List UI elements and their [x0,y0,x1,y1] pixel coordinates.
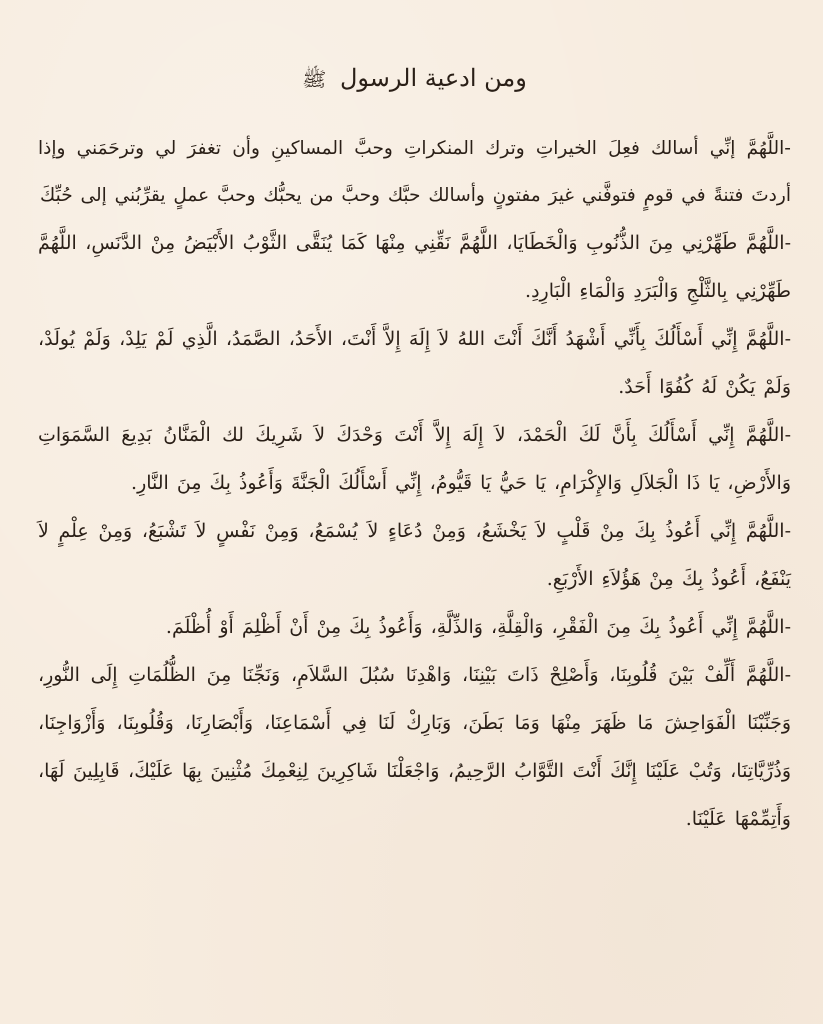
supplication-2: -اللَّهُمَّ طَهِّرْنِي مِنَ الذُّنُوبِ وَالْخَطَايَا، اللَّهُمَّ نَقِّنِي مِنْهَا كَمَا يُنَقَّى الثَّوْبُ الأَبْيَضُ مِنْ الدَّنَسِ، اللَّهُمَّ طَهِّرْنِي بِالثَّلْجِ وَالْبَرَدِ وَالْمَاءِ الْبَارِدِ. [38,232,791,302]
supplication-5: -اللَّهُمَّ إِنِّي أَعُوذُ بِكَ مِنْ قَلْبٍ لاَ يَخْشَعُ، وَمِنْ دُعَاءٍ لاَ يُسْمَعُ، وَمِنْ نَفْسٍ لاَ تَشْبَعُ، وَمِنْ عِلْمٍ لاَ يَنْفَعُ، أَعُوذُ بِكَ مِنْ هَؤُلاَءِ الأَرْبَعِ. [38,520,791,590]
supplication-4: -اللَّهُمَّ إِنِّي أَسْأَلُكَ بِأَنَّ لَكَ الْحَمْدَ، لاَ إِلَهَ إِلاَّ أَنْتَ وَحْدَكَ لاَ شَرِيكَ لك الْمَنَّانُ بَدِيعَ السَّمَوَاتِ وَالأَرْضِ، يَا ذَا الْجَلاَلِ وَالإِكْرَامِ، يَا حَيُّ يَا قَيُّومُ، إِنِّي أَسْأَلُكَ الْجَنَّةَ وَأَعُوذُ بِكَ مِنَ النَّارِ. [38,424,791,494]
supplications-list [38,125,791,843]
supplication-7: -اللَّهُمَّ أَلِّفْ بَيْنَ قُلُوبِنَا، وَأَصْلِحْ ذَاتَ بَيْنِنَا، وَاهْدِنَا سُبُلَ السَّلاَمِ، وَنَجِّنَا مِنَ الظُّلُمَاتِ إِلَى النُّورِ، وَجَنِّبْنَا الْفَوَاحِشَ مَا ظَهَرَ مِنْهَا وَمَا بَطَنَ، وَبَارِكْ لَنَا فِي أَسْمَاعِنَا، وَأَبْصَارِنَا، وَقُلُوبِنَا، وَأَزْوَاجِنَا، وَذُرِّيَّاتِنَا، وَتُبْ عَلَيْنَا إِنَّكَ أَنْتَ التَّوَّابُ الرَّحِيمُ، وَاجْعَلْنَا شَاكِرِينَ لِنِعْمِكَ مُثْنِينَ بِهَا عَلَيْكَ، قَابِلِينَ لَهَا، وَأَتِمِّمْهَا عَلَيْنَا. [38,664,791,830]
supplication-1: -اللَّهُمَّ إنِّي أسالك فعِلَ الخيراتِ وترك المنكراتِ وحبَّ المساكينِ وأن تغفرَ لي وترحَمَني وإذا أردتَ فتنةً في قومٍ فتوفَّني غيرَ مفتونٍ وأسالك حبَّك وحبَّ من يحبُّك وحبَّ عملٍ يقرِّبُني إلى حُبِّكَ [38,138,791,206]
supplication-6: -اللَّهُمَّ إِنِّي أَعُوذُ بِكَ مِنَ الْفَقْرِ، وَالْقِلَّةِ، وَالذِّلَّةِ، وَأَعُوذُ بِكَ مِنْ أَنْ أَظْلِمَ أَوْ أُظْلَمَ. [165,616,791,638]
supplication-3: -اللَّهُمَّ إِنِّي أَسْأَلُكَ بِأَنِّي أَشْهَدُ أَنَّكَ أَنْتَ اللهُ لاَ إِلَهَ إِلاَّ أَنْتَ، الأَحَدُ، الصَّمَدُ، الَّذِي لَمْ يَلِدْ، وَلَمْ يُولَدْ، وَلَمْ يَكُنْ لَهُ كُفُوًا أَحَدٌ. [38,328,791,398]
title-text: ومن ادعية الرسول [339,64,527,92]
title-row [38,52,791,105]
page-title [302,52,527,105]
salutation-glyph: ﷺ [302,67,327,91]
